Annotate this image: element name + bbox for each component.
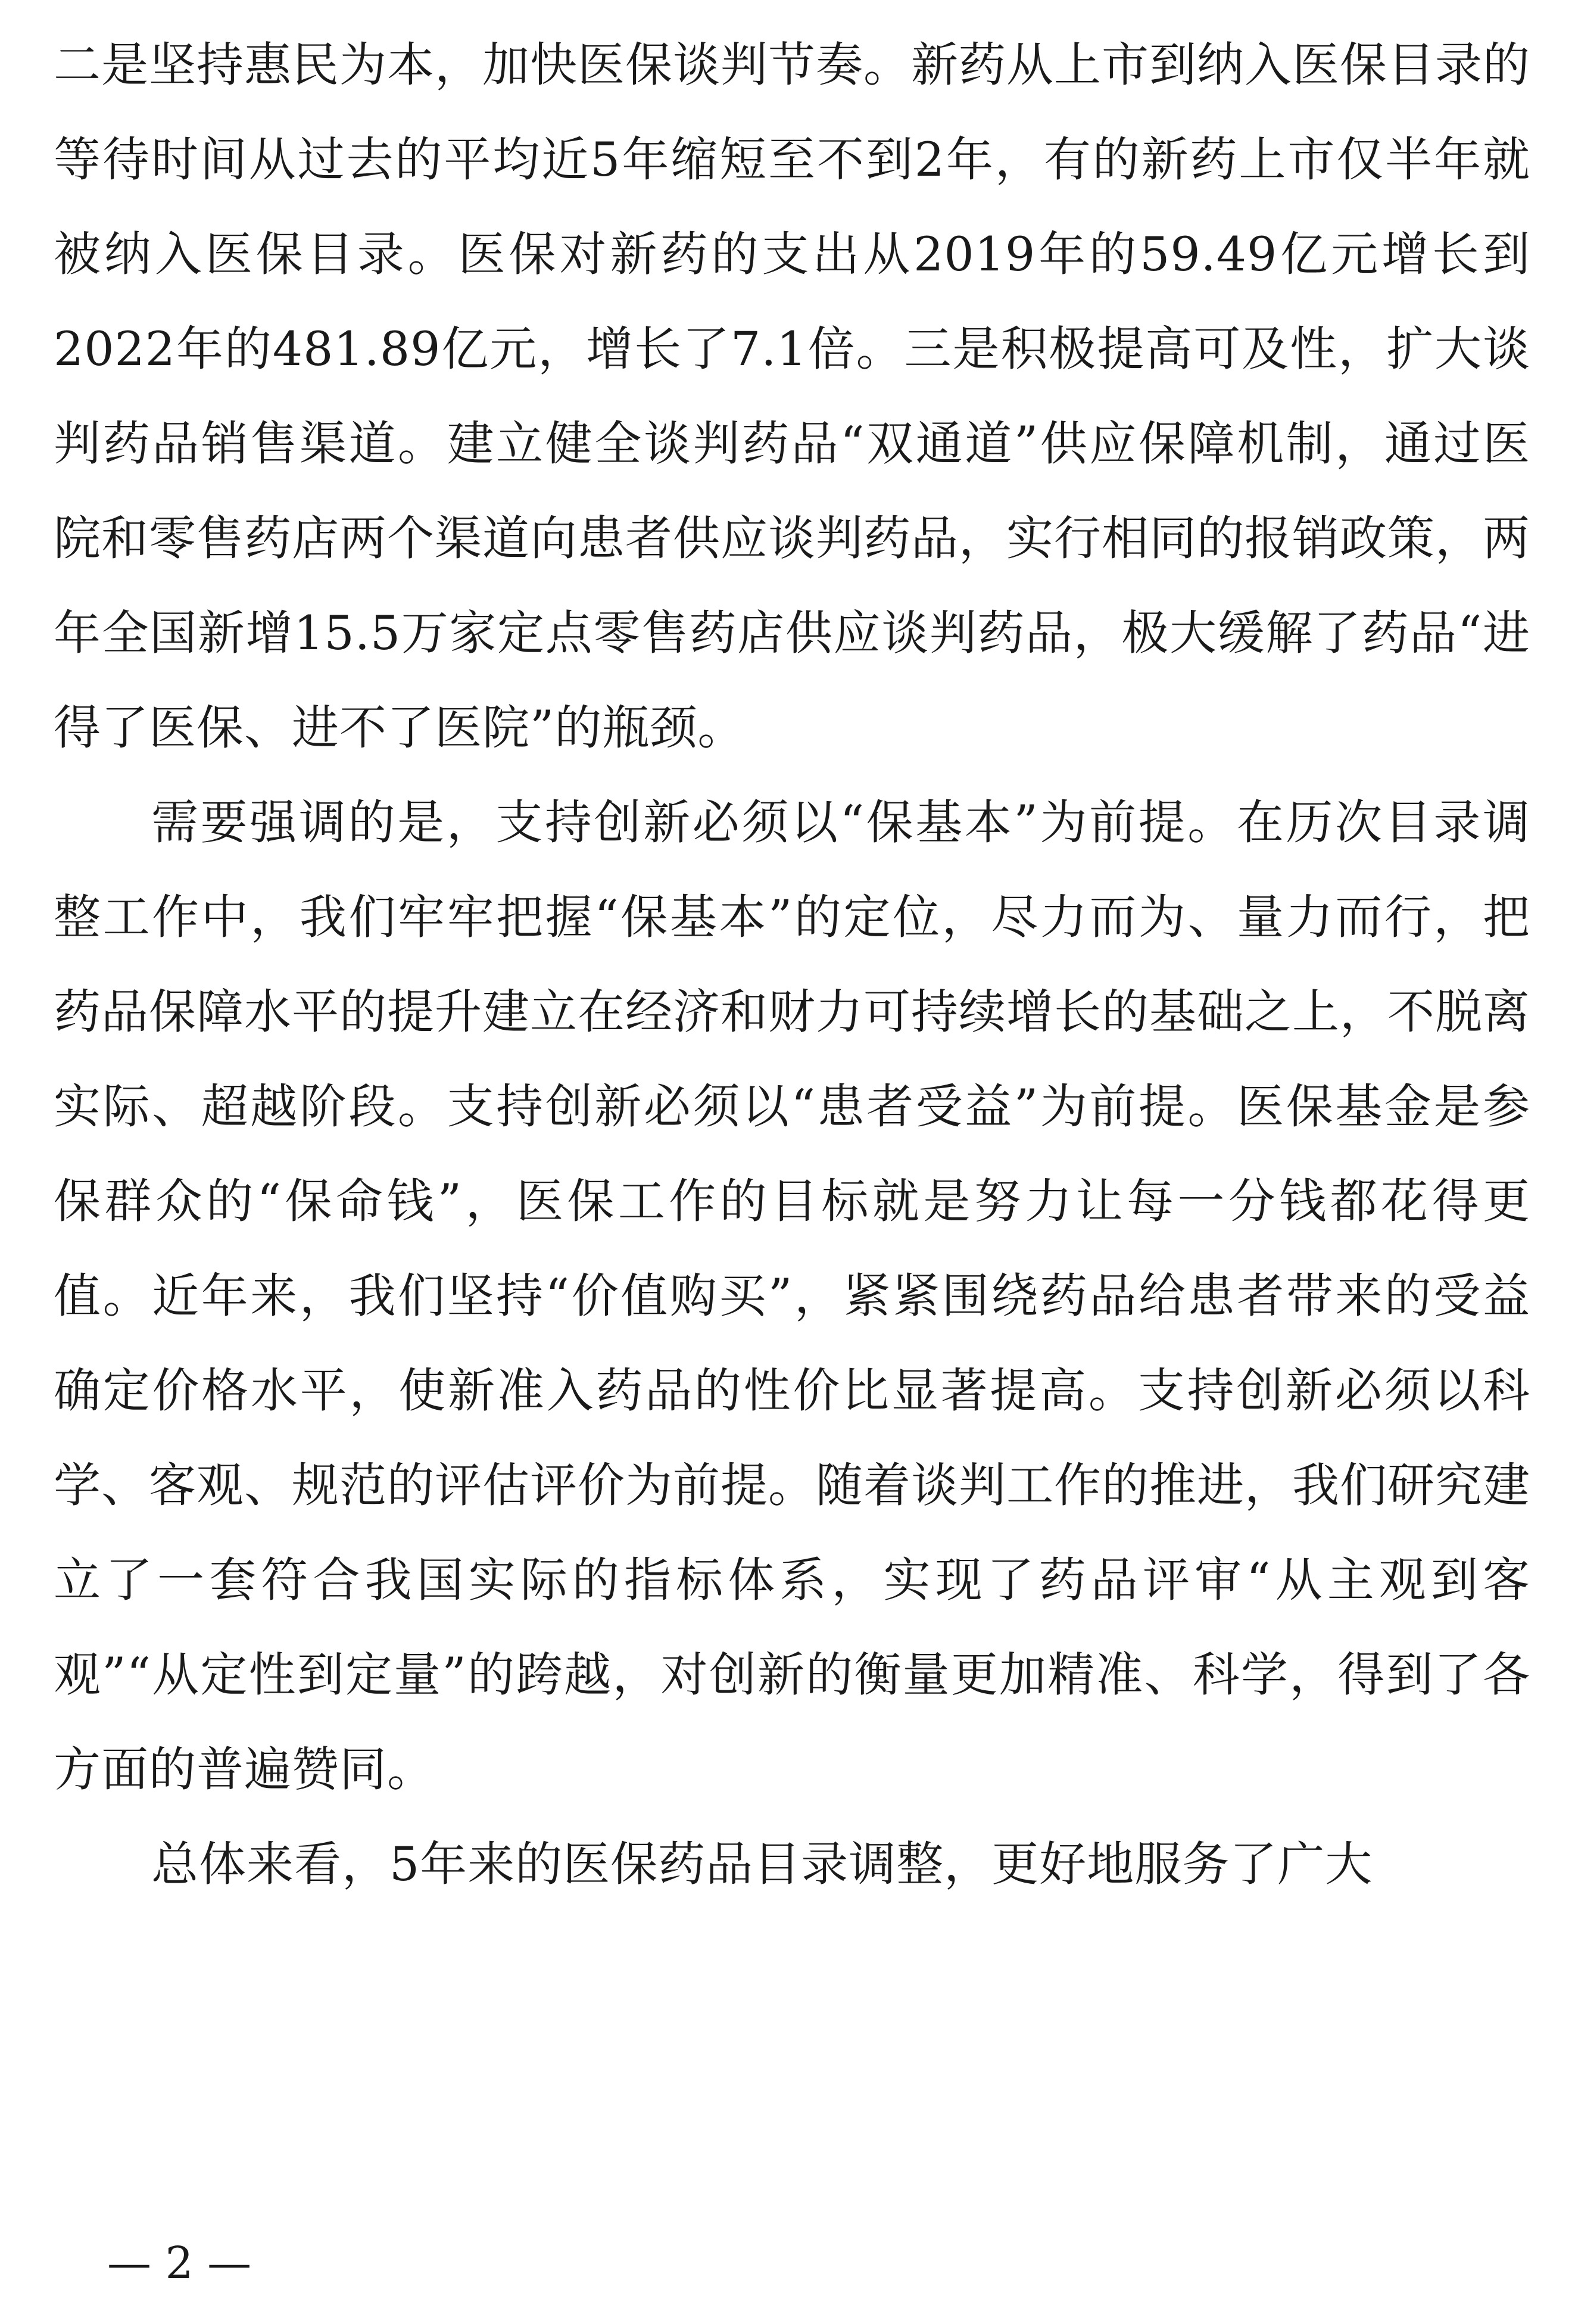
paragraph-overall-summary: 总体来看，5年来的医保药品目录调整，更好地服务了广大 xyxy=(151,1837,1373,1892)
paragraph-innovation-premise: 需要强调的是，支持创新必须以“保基本”为前提。在历次目录调整工作中，我们牢牢把握“保基本”的定位，尽力而为、量力而行，把药品保障水平的提升建立在经济和财力可持续增长的基础之上，不脱离实际、超越阶段。支持创新必须以“患者受益”为前提。医保基金是参保群众的“保命钱”，医保工作的目标就是努力让每一分钱都花得更值。近年来，我们坚持“价值购买”，紧紧围绕药品给患者带来的受益确定价格水平，使新准入药品的性价比显著提高。支持创新必须以科学、客观、规范的评估评价为前提。随着谈判工作的推进，我们研究建立了一套符合我国实际的指标体系，实现了药品评审“从主观到客观”“从定性到定量”的跨越，对创新的衡量更加精准、科学，得到了各方面的普遍赞同。 xyxy=(54,795,1530,1797)
paragraph-policy-measures: 二是坚持惠民为本，加快医保谈判节奏。新药从上市到纳入医保目录的等待时间从过去的平均近5年缩短至不到2年，有的新药上市仅半年就被纳入医保目录。医保对新药的支出从2019年的59.49亿元增长到2022年的481.89亿元，增长了7.1倍。三是积极提高可及性，扩大谈判药品销售渠道。建立健全谈判药品“双通道”供应保障机制，通过医院和零售药店两个渠道向患者供应谈判药品，实行相同的报销政策，两年全国新增15.5万家定点零售药店供应谈判药品，极大缓解了药品“进得了医保、进不了医院”的瓶颈。 xyxy=(54,38,1530,755)
document-body xyxy=(54,18,1530,1912)
page-number: — 2 — xyxy=(107,2238,252,2289)
